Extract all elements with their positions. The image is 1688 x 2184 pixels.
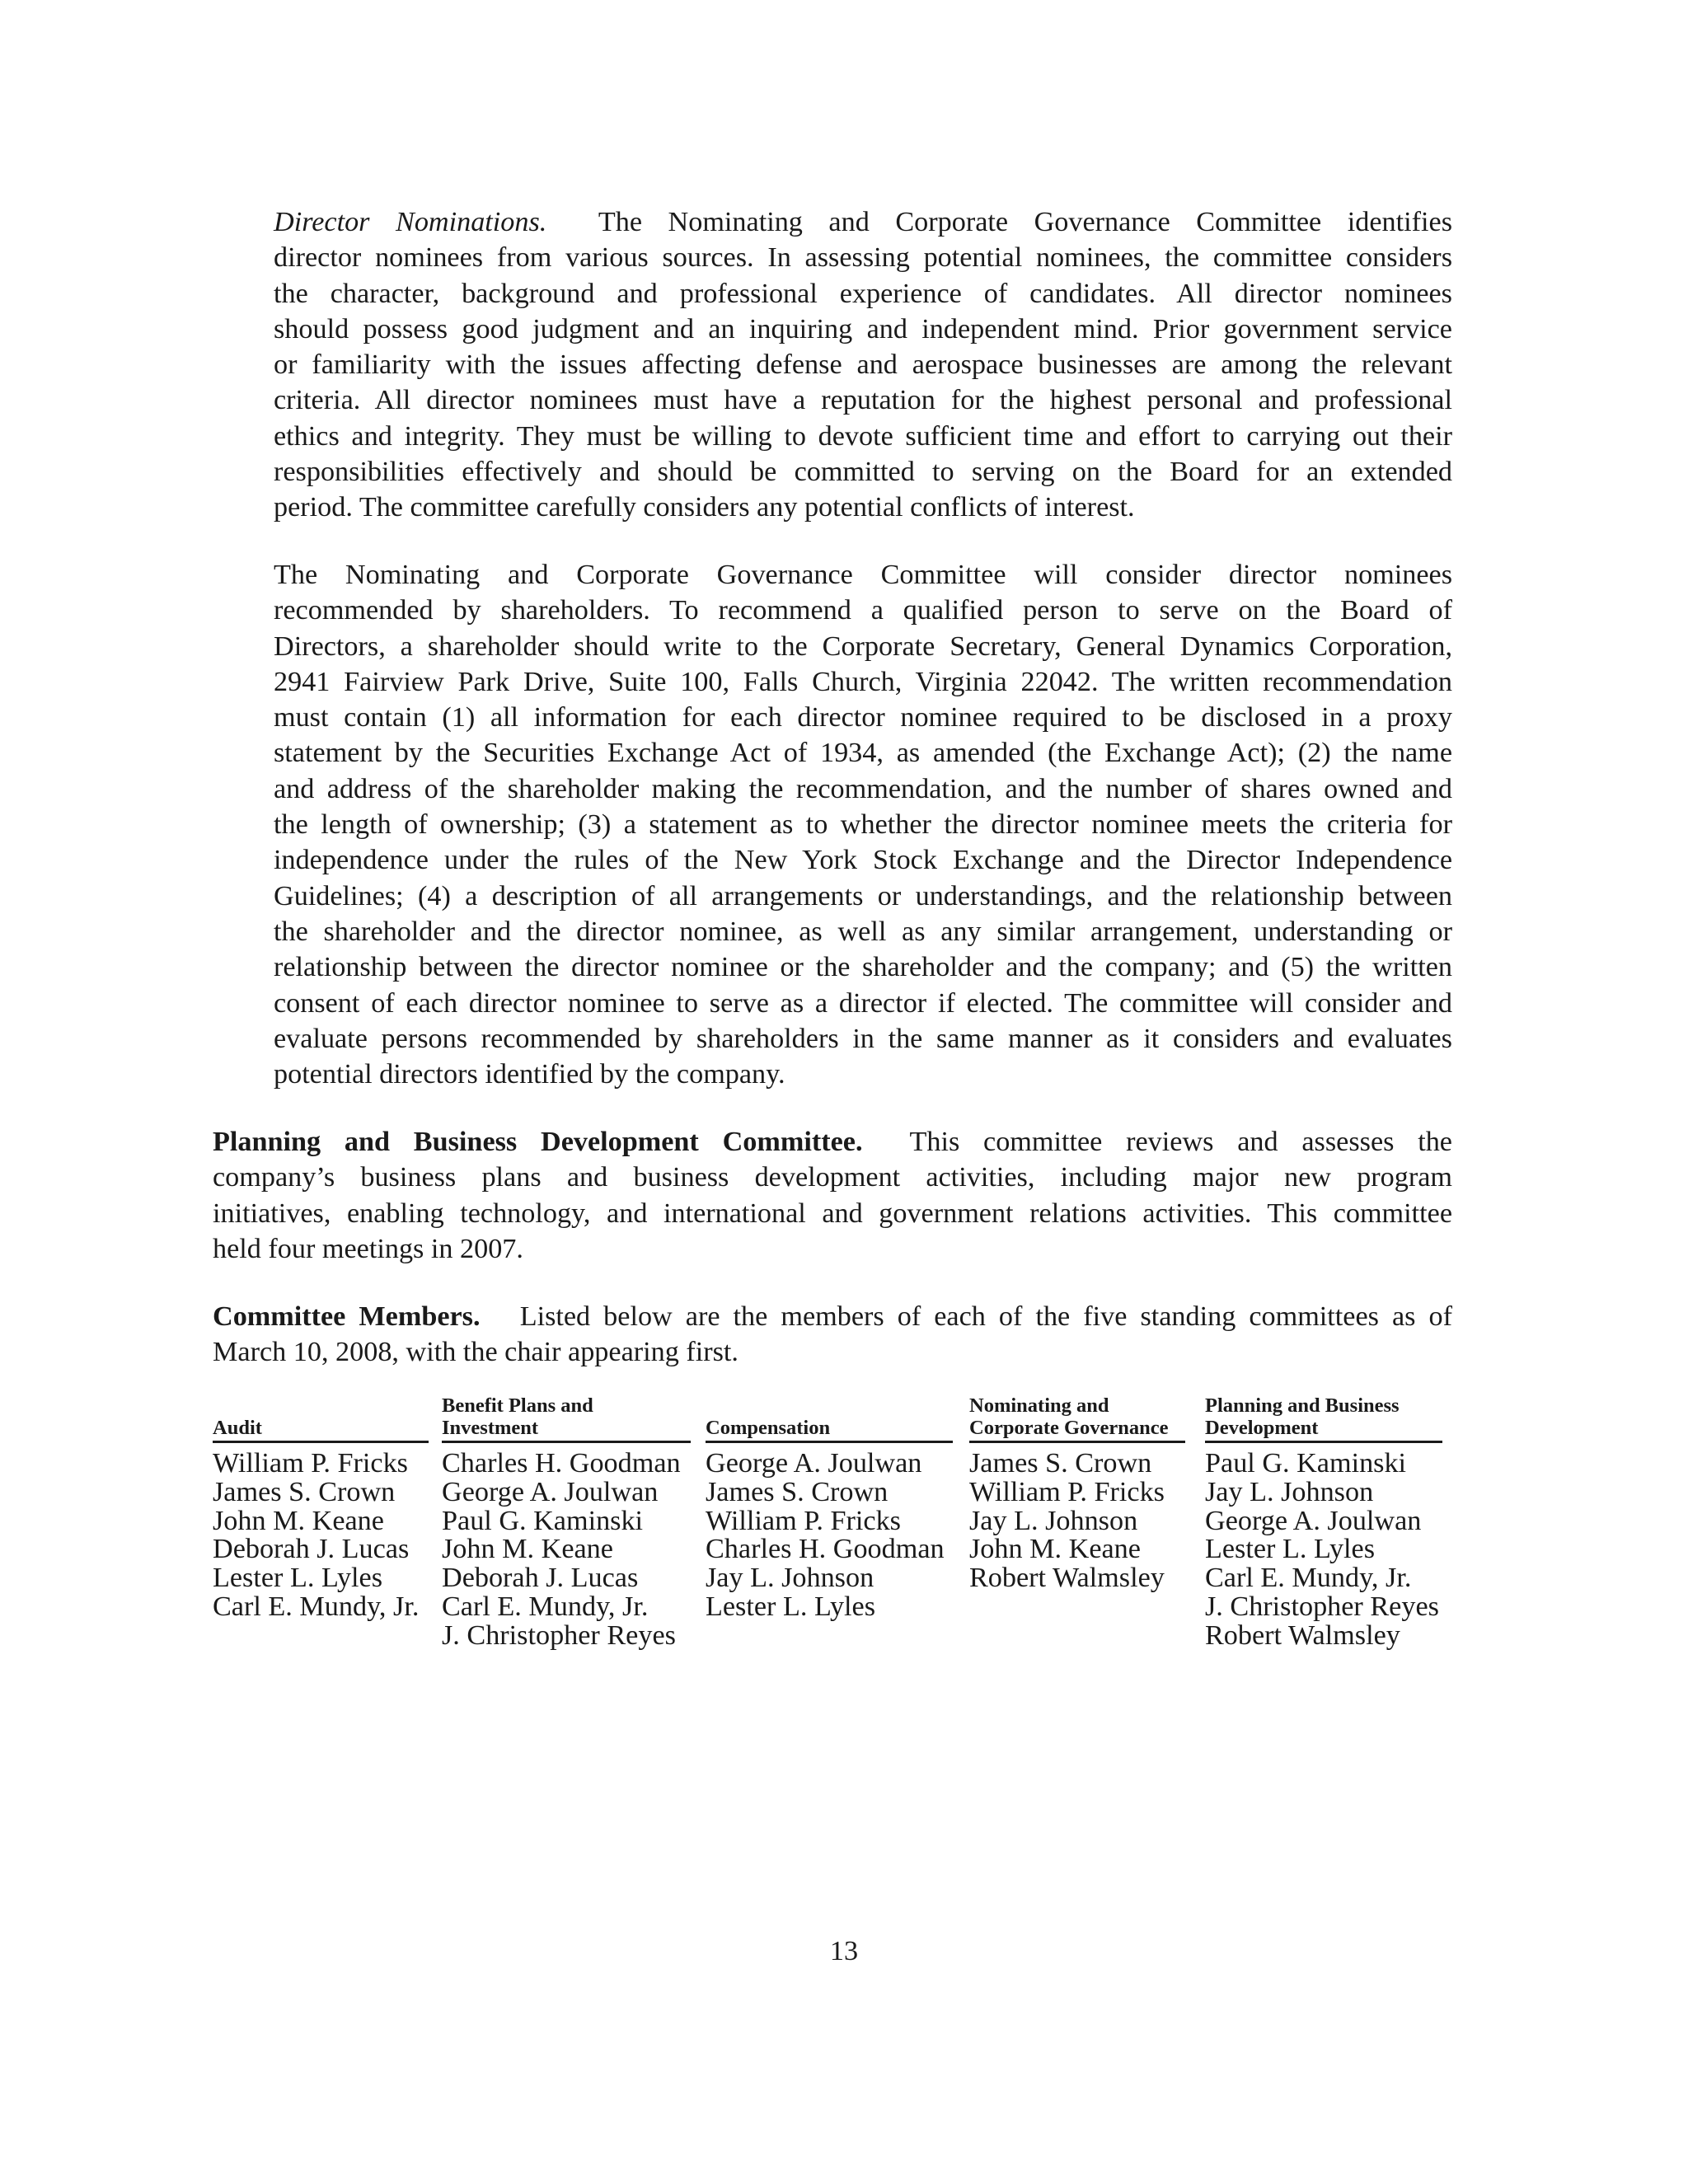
paragraph-line: company’s business plans and business development activities, including major new program — [213, 1162, 1452, 1193]
paragraph-line: Guidelines; (4) a description of all arrangements or understandings, and the relationship between — [274, 880, 1452, 912]
committee-column-benefit-plans — [442, 1394, 691, 1651]
member-name: John M. Keane — [442, 1534, 613, 1565]
member-name: Robert Walmsley — [1205, 1619, 1400, 1651]
paragraph-line: must contain (1) all information for each director nominee required to be disclosed in a proxy — [274, 702, 1452, 733]
paragraph-line: initiatives, enabling technology, and international and government relations activities. This committee — [213, 1197, 1452, 1229]
committee-members-lead: Committee Members. — [213, 1301, 481, 1332]
member-name: Charles H. Goodman — [706, 1534, 945, 1565]
director-nominations-paragraph — [274, 204, 1452, 526]
member-name: Charles H. Goodman — [442, 1448, 681, 1479]
member-name: William P. Fricks — [706, 1505, 901, 1536]
paragraph-line: The Nominating and Corporate Governance Committee identifies — [598, 207, 1453, 237]
member-list — [1205, 1450, 1442, 1651]
paragraph-line: the length of ownership; (3) a statement as to whether the director nominee meets the criteria for — [274, 809, 1452, 841]
member-name: Lester L. Lyles — [213, 1563, 383, 1594]
column-heading: Nominating and Corporate Governance — [969, 1397, 1185, 1443]
paragraph-line: consent of each director nominee to serve as a director if elected. The committee will consider and — [274, 987, 1452, 1019]
member-name: John M. Keane — [213, 1505, 384, 1536]
planning-committee-paragraph — [213, 1124, 1452, 1267]
member-list — [442, 1450, 691, 1651]
member-name: Carl E. Mundy, Jr. — [1205, 1563, 1412, 1594]
paragraph-line: or familiarity with the issues affecting defense and aerospace businesses are among the relevant — [274, 349, 1452, 381]
paragraph-line: The Nominating and Corporate Governance Committee will consider director nominees — [274, 560, 1452, 590]
committee-column-nominating — [969, 1394, 1185, 1594]
member-list — [706, 1450, 953, 1622]
member-name: William P. Fricks — [969, 1476, 1165, 1507]
paragraph-line: evaluate persons recommended by shareholders in the same manner as it considers and evaluates — [274, 1023, 1452, 1054]
member-name: George A. Joulwan — [1205, 1505, 1422, 1536]
member-name: George A. Joulwan — [442, 1476, 659, 1507]
paragraph-line: Listed below are the members of each of the five standing committees as of — [519, 1301, 1452, 1332]
member-name: Paul G. Kaminski — [1205, 1448, 1407, 1479]
paragraph-line: March 10, 2008, with the chair appearing first. — [213, 1337, 738, 1368]
paragraph-line: should possess good judgment and an inquiring and independent mind. Prior government service — [274, 313, 1452, 344]
member-name: George A. Joulwan — [706, 1448, 922, 1479]
column-heading: Benefit Plans and Investment — [442, 1397, 691, 1443]
column-heading: Compensation — [706, 1397, 953, 1443]
member-name: Jay L. Johnson — [969, 1505, 1138, 1536]
member-name: Deborah J. Lucas — [442, 1563, 639, 1594]
member-name: William P. Fricks — [213, 1448, 408, 1479]
member-name: J. Christopher Reyes — [442, 1619, 676, 1651]
paragraph-line: Directors, a shareholder should write to the Corporate Secretary, General Dynamics Corporation, — [274, 630, 1452, 662]
paragraph-line: potential directors identified by the company. — [274, 1059, 785, 1090]
paragraph-line: recommended by shareholders. To recommend a qualified person to serve on the Board of — [274, 595, 1452, 626]
paragraph-line: This committee reviews and assesses the — [909, 1127, 1452, 1157]
paragraph-line: and address of the shareholder making the recommendation, and the number of shares owned and — [274, 773, 1452, 804]
planning-committee-lead: Planning and Business Development Committee. — [213, 1127, 863, 1157]
paragraph-line: statement by the Securities Exchange Act of 1934, as amended (the Exchange Act); (2) the name — [274, 738, 1452, 769]
director-nominations-lead: Director Nominations. — [274, 207, 547, 237]
member-list — [969, 1450, 1185, 1593]
member-name: James S. Crown — [969, 1448, 1152, 1479]
member-name: Jay L. Johnson — [706, 1563, 874, 1594]
shareholder-recommendations-paragraph — [274, 557, 1452, 1092]
paragraph-line: period. The committee carefully considers any potential conflicts of interest. — [274, 492, 1135, 523]
paragraph-line: criteria. All director nominees must have a reputation for the highest personal and professional — [274, 385, 1452, 416]
paragraph-line: responsibilities effectively and should be committed to serving on the Board for an extended — [274, 457, 1452, 488]
paragraph-line: ethics and integrity. They must be willing to devote sufficient time and effort to carrying out their — [274, 420, 1452, 452]
paragraph-line: director nominees from various sources. In assessing potential nominees, the committee considers — [274, 242, 1452, 274]
paragraph-line: independence under the rules of the New York Stock Exchange and the Director Independence — [274, 845, 1452, 876]
paragraph-line: held four meetings in 2007. — [213, 1233, 523, 1264]
member-name: Paul G. Kaminski — [442, 1505, 644, 1536]
paragraph-line: 2941 Fairview Park Drive, Suite 100, Falls Church, Virginia 22042. The written recommendation — [274, 666, 1452, 697]
paragraph-line: the character, background and professional experience of candidates. All director nominees — [274, 278, 1452, 309]
committee-column-planning — [1205, 1394, 1442, 1651]
member-name: Carl E. Mundy, Jr. — [442, 1591, 649, 1622]
paragraph-line: the shareholder and the director nominee, as well as any similar arrangement, understanding or — [274, 916, 1452, 947]
member-name: James S. Crown — [213, 1476, 396, 1507]
member-name: Deborah J. Lucas — [213, 1534, 410, 1565]
member-name: Jay L. Johnson — [1205, 1476, 1374, 1507]
member-name: J. Christopher Reyes — [1205, 1591, 1439, 1622]
member-name: Carl E. Mundy, Jr. — [213, 1591, 420, 1622]
member-name: James S. Crown — [706, 1476, 889, 1507]
member-name: John M. Keane — [969, 1534, 1141, 1565]
member-name: Lester L. Lyles — [706, 1591, 876, 1622]
column-heading: Audit — [213, 1397, 429, 1443]
column-heading: Planning and Business Development — [1205, 1397, 1442, 1443]
committee-members-paragraph — [213, 1299, 1452, 1371]
member-name: Robert Walmsley — [969, 1563, 1165, 1594]
committee-column-audit — [213, 1397, 429, 1622]
committee-column-compensation — [706, 1397, 953, 1622]
member-name: Lester L. Lyles — [1205, 1534, 1376, 1565]
page-number: 13 — [829, 1936, 859, 1966]
member-list — [213, 1450, 429, 1622]
paragraph-line: relationship between the director nominee or the shareholder and the company; and (5) the written — [274, 952, 1452, 983]
